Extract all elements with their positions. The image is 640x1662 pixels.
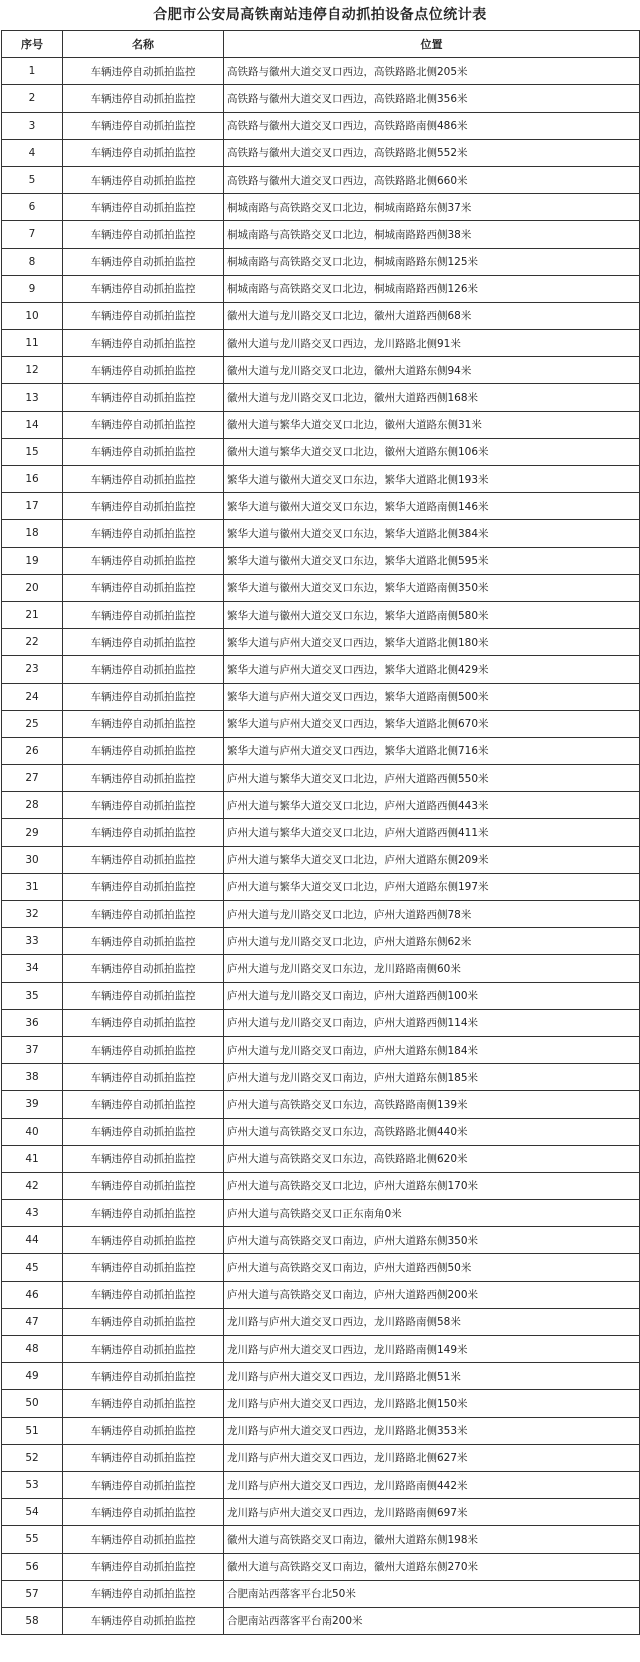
row-name: 车辆违停自动抓拍监控 — [63, 1526, 224, 1553]
row-index: 28 — [2, 792, 63, 819]
row-index: 13 — [2, 384, 63, 411]
row-name: 车辆违停自动抓拍监控 — [63, 1363, 224, 1390]
row-location: 庐州大道与龙川路交叉口南边，庐州大道路西侧114米 — [224, 1009, 640, 1036]
row-location: 繁华大道与庐州大道交叉口西边，繁华大道路北侧716米 — [224, 737, 640, 764]
table-row — [2, 1553, 640, 1580]
table-row — [2, 846, 640, 873]
table-row — [2, 302, 640, 329]
row-name: 车辆违停自动抓拍监控 — [63, 221, 224, 248]
row-index: 1 — [2, 58, 63, 85]
row-name: 车辆违停自动抓拍监控 — [63, 1009, 224, 1036]
row-location: 桐城南路与高铁路交叉口北边，桐城南路路西侧126米 — [224, 275, 640, 302]
row-index: 9 — [2, 275, 63, 302]
table-row — [2, 901, 640, 928]
row-index: 40 — [2, 1118, 63, 1145]
table-row — [2, 1145, 640, 1172]
row-name: 车辆违停自动抓拍监控 — [63, 547, 224, 574]
row-location: 龙川路与庐州大道交叉口西边，龙川路路南侧58米 — [224, 1308, 640, 1335]
row-name: 车辆违停自动抓拍监控 — [63, 901, 224, 928]
row-location: 徽州大道与高铁路交叉口南边，徽州大道路东侧198米 — [224, 1526, 640, 1553]
row-index: 32 — [2, 901, 63, 928]
table-row — [2, 1580, 640, 1607]
row-index: 57 — [2, 1580, 63, 1607]
table-row — [2, 547, 640, 574]
row-index: 21 — [2, 601, 63, 628]
row-location: 合肥南站西落客平台北50米 — [224, 1580, 640, 1607]
row-location: 庐州大道与龙川路交叉口北边，庐州大道路东侧62米 — [224, 928, 640, 955]
row-location: 庐州大道与龙川路交叉口南边，庐州大道路东侧184米 — [224, 1036, 640, 1063]
table-row — [2, 85, 640, 112]
table-row — [2, 955, 640, 982]
row-location: 龙川路与庐州大道交叉口西边，龙川路路南侧442米 — [224, 1471, 640, 1498]
row-index: 34 — [2, 955, 63, 982]
row-index: 36 — [2, 1009, 63, 1036]
row-index: 46 — [2, 1281, 63, 1308]
row-index: 50 — [2, 1390, 63, 1417]
row-name: 车辆违停自动抓拍监控 — [63, 1499, 224, 1526]
row-index: 29 — [2, 819, 63, 846]
table-row — [2, 1363, 640, 1390]
row-location: 桐城南路与高铁路交叉口北边，桐城南路路东侧37米 — [224, 194, 640, 221]
row-location: 庐州大道与高铁路交叉口东边，高铁路路北侧440米 — [224, 1118, 640, 1145]
table-row — [2, 112, 640, 139]
row-index: 3 — [2, 112, 63, 139]
row-name: 车辆违停自动抓拍监控 — [63, 139, 224, 166]
table-row — [2, 1118, 640, 1145]
row-index: 45 — [2, 1254, 63, 1281]
row-index: 10 — [2, 302, 63, 329]
row-name: 车辆违停自动抓拍监控 — [63, 656, 224, 683]
table-row — [2, 873, 640, 900]
table-row — [2, 466, 640, 493]
table-row — [2, 574, 640, 601]
data-table — [1, 30, 640, 1635]
table-row — [2, 1036, 640, 1063]
table-row — [2, 1281, 640, 1308]
row-index: 18 — [2, 520, 63, 547]
table-row — [2, 248, 640, 275]
row-name: 车辆违停自动抓拍监控 — [63, 710, 224, 737]
row-location: 庐州大道与龙川路交叉口北边，庐州大道路西侧78米 — [224, 901, 640, 928]
row-location: 庐州大道与繁华大道交叉口北边，庐州大道路西侧411米 — [224, 819, 640, 846]
row-index: 23 — [2, 656, 63, 683]
row-name: 车辆违停自动抓拍监控 — [63, 955, 224, 982]
row-index: 26 — [2, 737, 63, 764]
row-location: 徽州大道与龙川路交叉口西边，龙川路路北侧91米 — [224, 330, 640, 357]
row-location: 庐州大道与龙川路交叉口南边，庐州大道路西侧100米 — [224, 982, 640, 1009]
row-location: 繁华大道与庐州大道交叉口西边，繁华大道路北侧670米 — [224, 710, 640, 737]
row-name: 车辆违停自动抓拍监控 — [63, 1145, 224, 1172]
row-name: 车辆违停自动抓拍监控 — [63, 737, 224, 764]
row-index: 39 — [2, 1091, 63, 1118]
row-index: 8 — [2, 248, 63, 275]
row-name: 车辆违停自动抓拍监控 — [63, 384, 224, 411]
row-name: 车辆违停自动抓拍监控 — [63, 438, 224, 465]
table-row — [2, 330, 640, 357]
row-index: 43 — [2, 1200, 63, 1227]
row-name: 车辆违停自动抓拍监控 — [63, 112, 224, 139]
row-location: 庐州大道与繁华大道交叉口北边，庐州大道路西侧443米 — [224, 792, 640, 819]
row-location: 庐州大道与繁华大道交叉口北边，庐州大道路东侧197米 — [224, 873, 640, 900]
row-name: 车辆违停自动抓拍监控 — [63, 85, 224, 112]
row-location: 龙川路与庐州大道交叉口西边，龙川路路北侧627米 — [224, 1444, 640, 1471]
row-location: 繁华大道与徽州大道交叉口东边，繁华大道路北侧595米 — [224, 547, 640, 574]
table-row — [2, 1417, 640, 1444]
row-index: 31 — [2, 873, 63, 900]
header-location: 位置 — [224, 31, 640, 58]
table-row — [2, 1499, 640, 1526]
table-row — [2, 683, 640, 710]
table-row — [2, 656, 640, 683]
row-index: 2 — [2, 85, 63, 112]
table-row — [2, 1471, 640, 1498]
row-index: 20 — [2, 574, 63, 601]
row-index: 38 — [2, 1064, 63, 1091]
row-index: 35 — [2, 982, 63, 1009]
row-index: 49 — [2, 1363, 63, 1390]
row-location: 庐州大道与繁华大道交叉口北边，庐州大道路西侧550米 — [224, 765, 640, 792]
row-index: 58 — [2, 1607, 63, 1634]
row-location: 庐州大道与繁华大道交叉口北边，庐州大道路东侧209米 — [224, 846, 640, 873]
row-index: 19 — [2, 547, 63, 574]
table-row — [2, 166, 640, 193]
row-index: 37 — [2, 1036, 63, 1063]
row-location: 龙川路与庐州大道交叉口西边，龙川路路南侧697米 — [224, 1499, 640, 1526]
row-index: 5 — [2, 166, 63, 193]
row-location: 徽州大道与龙川路交叉口北边，徽州大道路西侧168米 — [224, 384, 640, 411]
row-location: 合肥南站西落客平台南200米 — [224, 1607, 640, 1634]
row-index: 41 — [2, 1145, 63, 1172]
row-location: 徽州大道与高铁路交叉口南边，徽州大道路东侧270米 — [224, 1553, 640, 1580]
row-index: 54 — [2, 1499, 63, 1526]
row-name: 车辆违停自动抓拍监控 — [63, 302, 224, 329]
row-name: 车辆违停自动抓拍监控 — [63, 1091, 224, 1118]
row-name: 车辆违停自动抓拍监控 — [63, 248, 224, 275]
row-location: 繁华大道与徽州大道交叉口东边，繁华大道路北侧193米 — [224, 466, 640, 493]
row-index: 53 — [2, 1471, 63, 1498]
row-name: 车辆违停自动抓拍监控 — [63, 792, 224, 819]
table-row — [2, 357, 640, 384]
table-row — [2, 221, 640, 248]
row-location: 徽州大道与繁华大道交叉口北边，徽州大道路东侧31米 — [224, 411, 640, 438]
row-location: 繁华大道与庐州大道交叉口西边，繁华大道路北侧180米 — [224, 629, 640, 656]
table-row — [2, 1308, 640, 1335]
row-index: 7 — [2, 221, 63, 248]
row-location: 徽州大道与繁华大道交叉口北边，徽州大道路东侧106米 — [224, 438, 640, 465]
row-index: 55 — [2, 1526, 63, 1553]
table-row — [2, 982, 640, 1009]
row-index: 11 — [2, 330, 63, 357]
row-location: 龙川路与庐州大道交叉口西边，龙川路路南侧149米 — [224, 1336, 640, 1363]
row-name: 车辆违停自动抓拍监控 — [63, 1444, 224, 1471]
row-name: 车辆违停自动抓拍监控 — [63, 629, 224, 656]
row-index: 52 — [2, 1444, 63, 1471]
table-row — [2, 1526, 640, 1553]
row-name: 车辆违停自动抓拍监控 — [63, 982, 224, 1009]
table-row — [2, 1227, 640, 1254]
table-row — [2, 1009, 640, 1036]
row-index: 14 — [2, 411, 63, 438]
row-location: 庐州大道与高铁路交叉口南边，庐州大道路东侧350米 — [224, 1227, 640, 1254]
row-index: 15 — [2, 438, 63, 465]
row-name: 车辆违停自动抓拍监控 — [63, 846, 224, 873]
row-name: 车辆违停自动抓拍监控 — [63, 166, 224, 193]
row-name: 车辆违停自动抓拍监控 — [63, 1417, 224, 1444]
row-location: 龙川路与庐州大道交叉口西边，龙川路路北侧51米 — [224, 1363, 640, 1390]
table-row — [2, 194, 640, 221]
row-name: 车辆违停自动抓拍监控 — [63, 520, 224, 547]
row-location: 高铁路与徽州大道交叉口西边，高铁路路北侧552米 — [224, 139, 640, 166]
row-name: 车辆违停自动抓拍监控 — [63, 1390, 224, 1417]
row-name: 车辆违停自动抓拍监控 — [63, 1281, 224, 1308]
row-name: 车辆违停自动抓拍监控 — [63, 1118, 224, 1145]
table-row — [2, 1254, 640, 1281]
row-index: 6 — [2, 194, 63, 221]
row-location: 繁华大道与庐州大道交叉口西边，繁华大道路北侧429米 — [224, 656, 640, 683]
row-location: 繁华大道与徽州大道交叉口东边，繁华大道路南侧350米 — [224, 574, 640, 601]
row-name: 车辆违停自动抓拍监控 — [63, 194, 224, 221]
table-row — [2, 1064, 640, 1091]
table-row — [2, 1336, 640, 1363]
row-location: 庐州大道与高铁路交叉口东边，高铁路路南侧139米 — [224, 1091, 640, 1118]
row-location: 繁华大道与徽州大道交叉口东边，繁华大道路南侧580米 — [224, 601, 640, 628]
header-name: 名称 — [63, 31, 224, 58]
row-name: 车辆违停自动抓拍监控 — [63, 1064, 224, 1091]
row-name: 车辆违停自动抓拍监控 — [63, 493, 224, 520]
row-name: 车辆违停自动抓拍监控 — [63, 574, 224, 601]
row-name: 车辆违停自动抓拍监控 — [63, 928, 224, 955]
row-index: 25 — [2, 710, 63, 737]
row-index: 44 — [2, 1227, 63, 1254]
row-name: 车辆违停自动抓拍监控 — [63, 1254, 224, 1281]
row-name: 车辆违停自动抓拍监控 — [63, 1308, 224, 1335]
row-location: 庐州大道与高铁路交叉口正东南角0米 — [224, 1200, 640, 1227]
row-index: 4 — [2, 139, 63, 166]
row-location: 徽州大道与龙川路交叉口北边，徽州大道路西侧68米 — [224, 302, 640, 329]
header-index: 序号 — [2, 31, 63, 58]
row-location: 庐州大道与高铁路交叉口东边，高铁路路北侧620米 — [224, 1145, 640, 1172]
row-location: 桐城南路与高铁路交叉口北边，桐城南路路东侧125米 — [224, 248, 640, 275]
page-title: 合肥市公安局高铁南站违停自动抓拍设备点位统计表 — [153, 7, 487, 23]
row-name: 车辆违停自动抓拍监控 — [63, 1200, 224, 1227]
table-row — [2, 1390, 640, 1417]
row-name: 车辆违停自动抓拍监控 — [63, 1336, 224, 1363]
row-name: 车辆违停自动抓拍监控 — [63, 1607, 224, 1634]
row-index: 33 — [2, 928, 63, 955]
row-index: 48 — [2, 1336, 63, 1363]
table-row — [2, 1172, 640, 1199]
row-index: 51 — [2, 1417, 63, 1444]
row-index: 56 — [2, 1553, 63, 1580]
row-location: 桐城南路与高铁路交叉口北边，桐城南路路西侧38米 — [224, 221, 640, 248]
row-name: 车辆违停自动抓拍监控 — [63, 275, 224, 302]
row-index: 47 — [2, 1308, 63, 1335]
row-name: 车辆违停自动抓拍监控 — [63, 466, 224, 493]
row-name: 车辆违停自动抓拍监控 — [63, 819, 224, 846]
table-row — [2, 58, 640, 85]
table-row — [2, 384, 640, 411]
row-location: 庐州大道与高铁路交叉口北边，庐州大道路东侧170米 — [224, 1172, 640, 1199]
table-row — [2, 493, 640, 520]
row-name: 车辆违停自动抓拍监控 — [63, 1580, 224, 1607]
row-index: 22 — [2, 629, 63, 656]
row-location: 繁华大道与庐州大道交叉口西边，繁华大道路南侧500米 — [224, 683, 640, 710]
row-index: 27 — [2, 765, 63, 792]
row-index: 30 — [2, 846, 63, 873]
row-location: 庐州大道与龙川路交叉口南边，庐州大道路东侧185米 — [224, 1064, 640, 1091]
table-row — [2, 792, 640, 819]
row-name: 车辆违停自动抓拍监控 — [63, 58, 224, 85]
row-location: 庐州大道与龙川路交叉口东边，龙川路路南侧60米 — [224, 955, 640, 982]
table-row — [2, 438, 640, 465]
row-index: 12 — [2, 357, 63, 384]
row-name: 车辆违停自动抓拍监控 — [63, 1553, 224, 1580]
row-name: 车辆违停自动抓拍监控 — [63, 1227, 224, 1254]
row-location: 高铁路与徽州大道交叉口西边，高铁路路南侧486米 — [224, 112, 640, 139]
table-row — [2, 1091, 640, 1118]
table-row — [2, 1607, 640, 1634]
row-location: 高铁路与徽州大道交叉口西边，高铁路路北侧205米 — [224, 58, 640, 85]
row-name: 车辆违停自动抓拍监控 — [63, 1471, 224, 1498]
table-row — [2, 1444, 640, 1471]
table-row — [2, 601, 640, 628]
row-location: 高铁路与徽州大道交叉口西边，高铁路路北侧660米 — [224, 166, 640, 193]
row-location: 龙川路与庐州大道交叉口西边，龙川路路北侧353米 — [224, 1417, 640, 1444]
table-row — [2, 737, 640, 764]
table-row — [2, 765, 640, 792]
table-row — [2, 928, 640, 955]
row-location: 庐州大道与高铁路交叉口南边，庐州大道路西侧50米 — [224, 1254, 640, 1281]
table-row — [2, 629, 640, 656]
row-name: 车辆违停自动抓拍监控 — [63, 873, 224, 900]
row-name: 车辆违停自动抓拍监控 — [63, 1172, 224, 1199]
row-index: 17 — [2, 493, 63, 520]
row-location: 高铁路与徽州大道交叉口西边，高铁路路北侧356米 — [224, 85, 640, 112]
row-location: 繁华大道与徽州大道交叉口东边，繁华大道路南侧146米 — [224, 493, 640, 520]
row-name: 车辆违停自动抓拍监控 — [63, 683, 224, 710]
table-row — [2, 275, 640, 302]
row-name: 车辆违停自动抓拍监控 — [63, 330, 224, 357]
row-location: 徽州大道与龙川路交叉口北边，徽州大道路东侧94米 — [224, 357, 640, 384]
row-name: 车辆违停自动抓拍监控 — [63, 765, 224, 792]
row-name: 车辆违停自动抓拍监控 — [63, 357, 224, 384]
table-header-row — [2, 31, 640, 58]
row-index: 42 — [2, 1172, 63, 1199]
row-location: 龙川路与庐州大道交叉口西边，龙川路路北侧150米 — [224, 1390, 640, 1417]
row-name: 车辆违停自动抓拍监控 — [63, 411, 224, 438]
table-row — [2, 139, 640, 166]
row-index: 24 — [2, 683, 63, 710]
table-row — [2, 520, 640, 547]
table-row — [2, 710, 640, 737]
row-name: 车辆违停自动抓拍监控 — [63, 601, 224, 628]
table-row — [2, 819, 640, 846]
row-name: 车辆违停自动抓拍监控 — [63, 1036, 224, 1063]
row-location: 庐州大道与高铁路交叉口南边，庐州大道路西侧200米 — [224, 1281, 640, 1308]
table-row — [2, 1200, 640, 1227]
row-location: 繁华大道与徽州大道交叉口东边，繁华大道路北侧384米 — [224, 520, 640, 547]
table-row — [2, 411, 640, 438]
row-index: 16 — [2, 466, 63, 493]
